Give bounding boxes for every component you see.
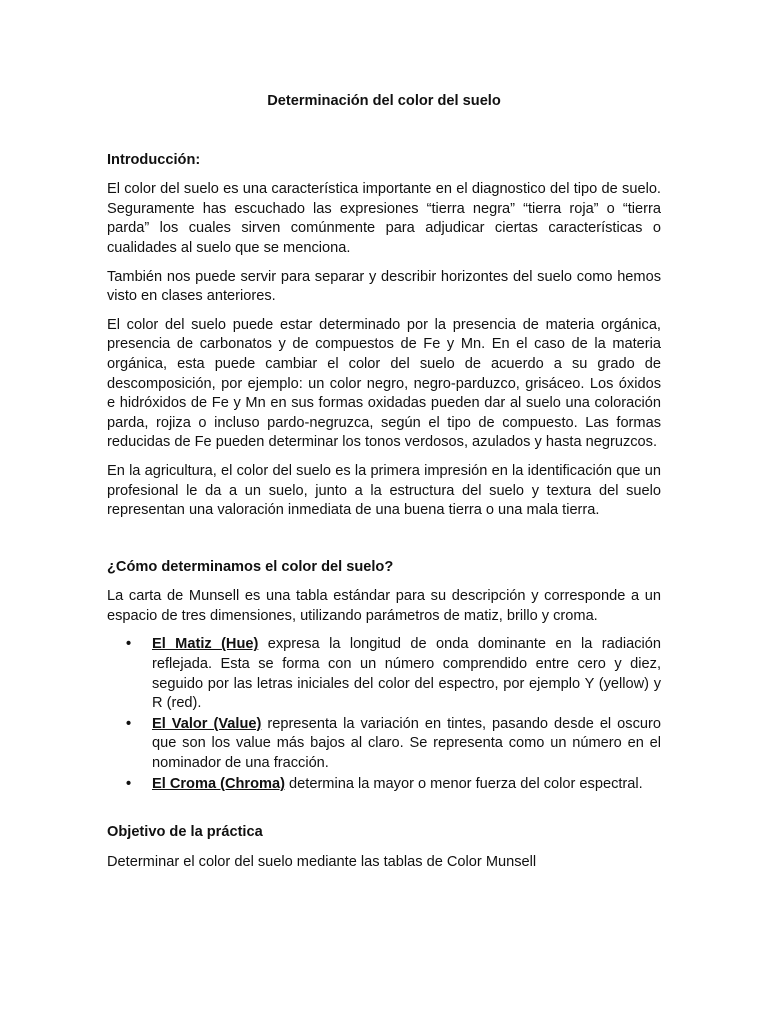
munsell-parameters-list xyxy=(107,635,661,794)
method-heading: ¿Cómo determinamos el color del suelo? xyxy=(107,558,394,575)
term-value: El Valor (Value) xyxy=(152,715,262,732)
section-spacer xyxy=(107,795,661,823)
definition-hue: expresa la longitud de onda dominante en la radiación reflejada. Esta se forma con un número comprendido entre cero y diez, seguido por las letras iniciales del color del espectro, por ejemplo Y (yellow) y R (red). xyxy=(152,636,661,712)
document-title: Determinación del color del suelo xyxy=(267,93,501,109)
bullet-icon: • xyxy=(126,775,132,792)
method-paragraph: La carta de Munsell es una tabla estándar para su descripción y corresponde a un espacio de tres dimensiones, utilizando parámetros de matiz, brillo y croma. xyxy=(107,588,661,624)
section-spacer xyxy=(107,530,661,558)
intro-paragraph-3: El color del suelo puede estar determinado por la presencia de materia orgánica, presencia de carbonatos y de compuestos de Fe y Mn. En el caso de la materia orgánica, esta puede cambiar el color del suelo de acuerdo a su grado de descomposición, por ejemplo: un color negro, negro-parduzco, grisáceo. Los óxidos e hidróxidos de Fe y Mn en sus formas oxidadas pueden dar al suelo una coloración parda, rojiza o incluso pardo-negruzca, según el tipo de compuesto. Las formas reducidas de Fe pueden determinar los tonos verdosos, azulados y hasta negruzcos. xyxy=(107,316,661,451)
objective-heading: Objetivo de la práctica xyxy=(107,824,263,841)
definition-chroma: determina la mayor o menor fuerza del color espectral. xyxy=(284,775,643,792)
list-item-hue xyxy=(107,635,661,713)
intro-heading: Introducción: xyxy=(107,151,201,168)
term-hue: El Matiz (Hue) xyxy=(152,636,259,653)
objective-paragraph: Determinar el color del suelo mediante las tablas de Color Munsell xyxy=(107,853,537,870)
intro-paragraph-1: El color del suelo es una característica importante en el diagnostico del tipo de suelo. Seguramente has escuchado las expresiones “tierra negra” “tierra roja” o “tierra parda” los cuales sirven comúnmente para adjudicar ciertas características o cualidades al suelo que se menciona. xyxy=(107,181,661,256)
list-item-chroma xyxy=(107,775,661,795)
bullet-icon: • xyxy=(126,636,132,653)
term-chroma: El Croma (Chroma) xyxy=(152,775,285,792)
intro-paragraph-2: También nos puede servir para separar y describir horizontes del suelo como hemos visto en clases anteriores. xyxy=(107,268,661,305)
list-item-value xyxy=(107,715,661,774)
document-content xyxy=(107,92,661,881)
definition-value: representa la variación en tintes, pasando desde el oscuro que son los value más bajos al claro. Se representa como un número en el nominador de una fracción. xyxy=(152,715,661,772)
bullet-icon: • xyxy=(126,715,132,732)
intro-paragraph-4: En la agricultura, el color del suelo es la primera impresión en la identificación que un profesional le da a un suelo, junto a la estructura del suelo y textura del suelo representan una valoración inmediata de una buena tierra o una mala tierra. xyxy=(107,462,661,519)
